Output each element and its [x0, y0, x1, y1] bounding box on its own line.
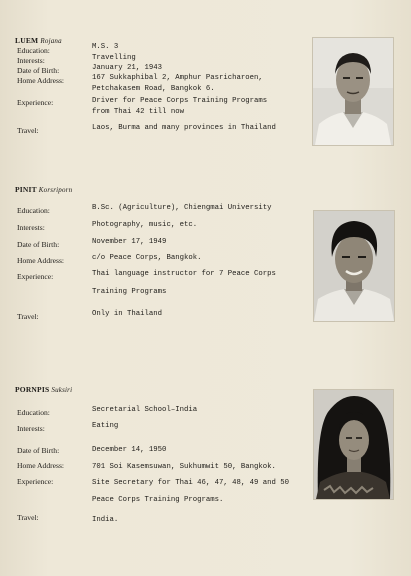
education-label: Education:: [17, 408, 50, 417]
person-name: PINIT Korsriporn: [15, 185, 73, 194]
dob-value: January 21, 1943: [92, 64, 163, 72]
dob-label: Date of Birth:: [17, 446, 60, 455]
travel-value: Only in Thailand: [92, 310, 163, 318]
portrait-photo: [312, 37, 394, 146]
experience-line: Thai language instructor for 7 Peace Corps: [92, 270, 276, 278]
person-name: LUEM Rojana: [15, 36, 62, 45]
address-label: Home Address:: [17, 461, 65, 470]
dob-value: November 17, 1949: [92, 238, 167, 246]
experience-line: Driver for Peace Corps Training Programs: [92, 97, 268, 105]
education-value: Secretarial School–India: [92, 406, 198, 414]
travel-label: Travel:: [17, 312, 39, 321]
address-label: Home Address:: [17, 76, 65, 85]
experience-label: Experience:: [17, 477, 54, 486]
interests-label: Interests:: [17, 424, 45, 433]
portrait-photo: [313, 389, 394, 500]
interests-value: Travelling: [92, 54, 136, 62]
travel-value: India.: [92, 516, 119, 524]
experience-line: Site Secretary for Thai 46, 47, 48, 49 and 50: [92, 479, 290, 487]
interests-label: Interests:: [17, 56, 45, 65]
dob-label: Date of Birth:: [17, 66, 60, 75]
education-value: B.Sc. (Agriculture), Chiengmai University: [92, 204, 272, 212]
travel-label: Travel:: [17, 126, 39, 135]
experience-line: Training Programs: [92, 288, 167, 296]
address-line: 167 Sukkaphibal 2, Amphur Pasricharoen,: [92, 74, 263, 82]
portrait-photo: [313, 210, 395, 322]
interests-value: Eating: [92, 422, 119, 430]
travel-value: Laos, Burma and many provinces in Thailand: [92, 124, 276, 132]
dob-label: Date of Birth:: [17, 240, 60, 249]
education-label: Education:: [17, 206, 50, 215]
address-label: Home Address:: [17, 256, 65, 265]
experience-label: Experience:: [17, 272, 54, 281]
person-name: PORNPIS Suksiri: [15, 385, 73, 394]
travel-label: Travel:: [17, 513, 39, 522]
address-line: Petchakasem Road, Bangkok 6.: [92, 85, 215, 93]
address-value: 701 Soi Kasemsuwan, Sukhumwit 50, Bangkok.: [92, 463, 276, 471]
interests-label: Interests:: [17, 223, 45, 232]
address-value: c/o Peace Corps, Bangkok.: [92, 254, 202, 262]
education-value: M.S. 3: [92, 43, 119, 51]
experience-line: from Thai 42 till now: [92, 108, 184, 116]
experience-line: Peace Corps Training Programs.: [92, 496, 224, 504]
interests-value: Photography, music, etc.: [92, 221, 198, 229]
experience-label: Experience:: [17, 98, 54, 107]
education-label: Education:: [17, 46, 50, 55]
dob-value: December 14, 1950: [92, 446, 167, 454]
